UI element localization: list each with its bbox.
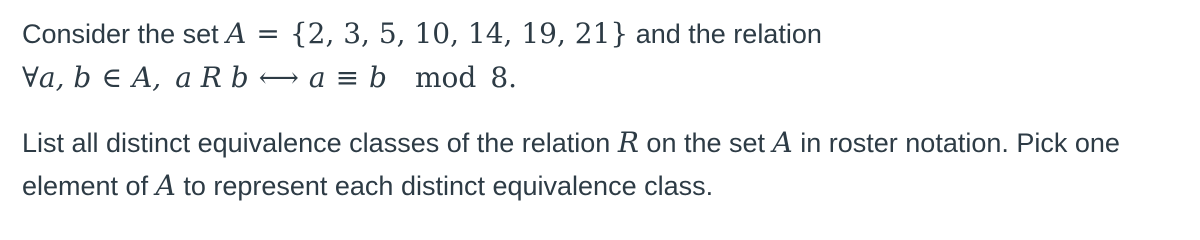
iff-arrow: ⟷ (258, 61, 299, 94)
instruction-text-2: on the set (638, 128, 773, 158)
set-symbol-inline-2: A (155, 169, 176, 202)
relation-definition (22, 61, 518, 94)
instruction-line-1 (22, 126, 1120, 159)
relation-intro-text: and the relation (628, 19, 822, 49)
set-symbol: A (226, 17, 247, 50)
relation-lhs-a: a (175, 61, 192, 94)
quantified-variables: a, b (38, 61, 92, 94)
congruence-rhs: b (369, 61, 387, 94)
instruction-text-3: in roster notation. Pick one (792, 128, 1120, 158)
relation-symbol: R (200, 61, 222, 94)
modulus-value: 8. (490, 61, 518, 94)
set-definition-line (22, 17, 822, 50)
relation-symbol-inline: R (617, 126, 639, 159)
relation-lhs-b: b (230, 61, 249, 94)
intro-text: Consider the set (22, 19, 227, 49)
congruence-symbol: ≡ (335, 61, 360, 94)
mod-operator: mod (414, 61, 477, 94)
instruction-text-5: to represent each distinct equivalence class. (175, 171, 714, 201)
forall-symbol: ∀ (22, 61, 39, 94)
congruence-lhs: a (308, 61, 326, 94)
instruction-text-1: List all distinct equivalence classes of the relation (22, 128, 618, 158)
set-symbol-inline: A (772, 126, 793, 159)
instruction-text-4: element of (22, 171, 156, 201)
set-symbol-quantifier: A, (132, 61, 162, 94)
element-of-symbol: ∈ (101, 61, 123, 94)
set-roster: {2, 3, 5, 10, 14, 19, 21} (289, 17, 629, 50)
equals-sign: = (256, 17, 280, 50)
instruction-line-2 (22, 169, 714, 202)
